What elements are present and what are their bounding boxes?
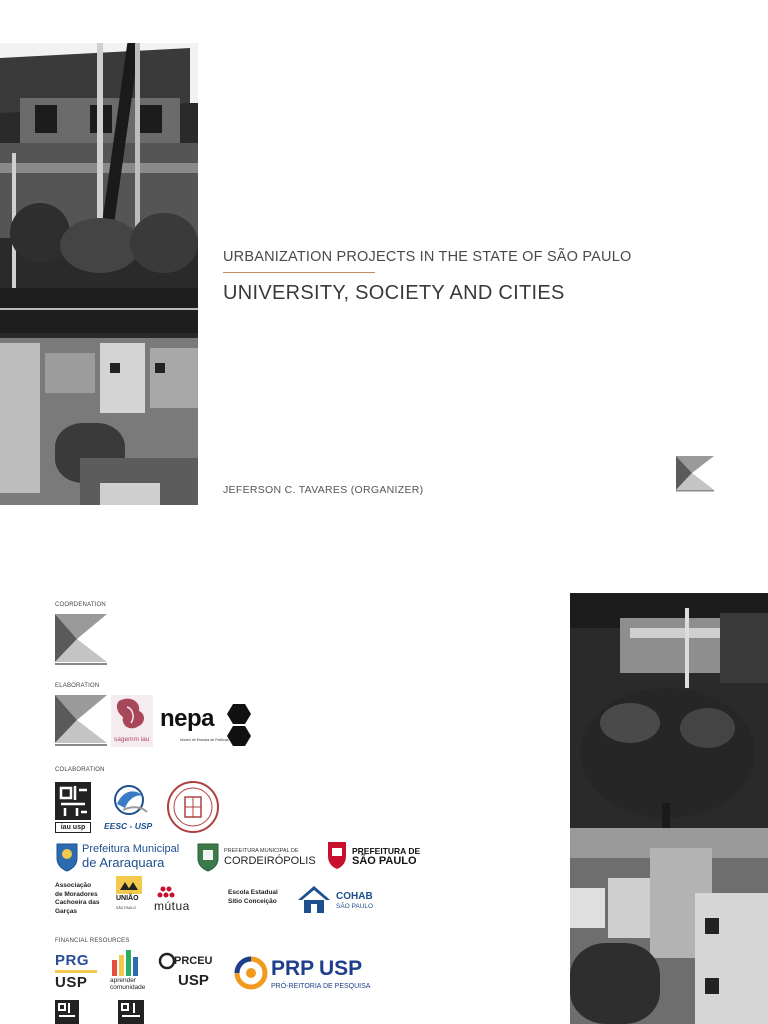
cover-photo-collage-bottom (570, 593, 768, 1024)
associacao-moradores-logo (55, 882, 115, 918)
escola-estadual-logo (228, 889, 292, 909)
prg-usp-logo (55, 952, 100, 992)
assoc-line2: de Moradores (55, 890, 98, 898)
series-title: URBANIZATION PROJECTS IN THE STATE OF SÃO PAULO (223, 249, 632, 265)
coordination-label: COORDENATION (55, 602, 106, 608)
main-title: UNIVERSITY, SOCIETY AND CITIES (223, 282, 565, 304)
prefeitura-sao-paulo-logo (326, 840, 422, 872)
assoc-line1: Associação (55, 882, 92, 889)
prp-label: PRP (271, 957, 315, 980)
prp-usp-label: USP (319, 957, 363, 980)
uniao-line2: SÃO PAULO (116, 906, 136, 910)
partial-logo-2 (118, 1000, 144, 1024)
aprender-comunidade-logo (110, 950, 150, 992)
elaboration-k-logo (55, 695, 107, 747)
eesc-usp-label: EESC - USP (104, 821, 153, 831)
coordination-k-logo (55, 614, 107, 666)
nepa-logo (160, 703, 255, 747)
prp-subtitle: PRÓ-REITORIA DE PESQUISA (271, 983, 371, 990)
university-seal-logo (166, 780, 220, 834)
iau-usp-label: iau usp (55, 822, 91, 833)
prp-usp-logo (234, 956, 379, 992)
colaboration-label: COLABORATION (55, 767, 105, 773)
araraquara-line2: de Araraquara (82, 855, 165, 870)
prceu-usp-label: USP (178, 972, 209, 989)
araraquara-line1: Prefeitura Municipal (82, 843, 180, 855)
escola-line2: Sítio Conceição (228, 897, 277, 905)
cordeiropolis-line2: CORDEIRÓPOLIS (224, 855, 316, 867)
cohab-line2: SÃO PAULO (336, 903, 374, 910)
assoc-line4: Garças (55, 907, 78, 915)
mutua-label: mútua (154, 899, 190, 913)
eesc-usp-logo (103, 782, 159, 834)
prefeitura-cordeiropolis-logo (196, 842, 316, 872)
iau-usp-logo (55, 782, 91, 834)
sao-paulo-line1: PREFEITURA DE (352, 846, 421, 856)
prceu-label: PRCEU (174, 955, 213, 967)
assoc-line3: Cachoeira das (55, 899, 100, 906)
author-name: JEFERSON C. TAVARES (ORGANIZER) (223, 484, 424, 496)
prceu-usp-logo (158, 952, 220, 992)
sao-paulo-line2: SÃO PAULO (352, 855, 417, 867)
cover-photo-collage-top (0, 43, 198, 505)
sagemm-label: sagemm iau (114, 736, 150, 743)
uniao-logo (116, 876, 146, 918)
prg-label: PRG (55, 952, 90, 969)
prg-usp-label: USP (55, 974, 88, 991)
nepa-label: nepa (160, 705, 215, 732)
mutua-logo (154, 886, 218, 914)
title-divider (223, 272, 375, 273)
aprender-line2: comunidade (110, 984, 146, 991)
nepa-subtitle: Núcleo de Estudos de Políticas (180, 738, 229, 742)
sagemm-logo (111, 695, 153, 747)
prefeitura-araraquara-logo (55, 842, 185, 872)
escola-line1: Escola Estadual (228, 889, 278, 896)
cordeiropolis-line1: PREFEITURA MUNICIPAL DE (224, 848, 299, 854)
elaboration-label: ELABORATION (55, 683, 100, 689)
aprender-line1: aprender (110, 977, 137, 984)
uniao-line1: UNIÃO (116, 895, 139, 902)
financial-resources-label: FINANCIAL RESOURCES (55, 938, 130, 944)
cohab-line1: COHAB (336, 891, 373, 902)
publisher-k-logo (676, 456, 714, 492)
cohab-logo (296, 884, 376, 916)
partial-logo-1 (55, 1000, 79, 1024)
